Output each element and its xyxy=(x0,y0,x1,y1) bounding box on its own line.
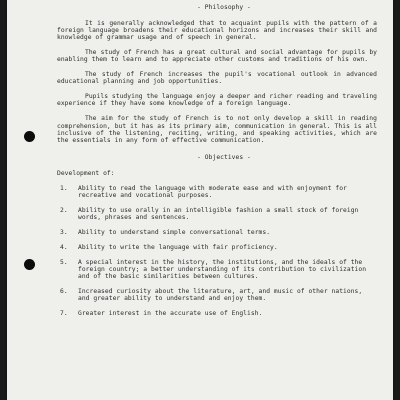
punch-hole xyxy=(24,259,35,270)
philosophy-paragraph: The study of French has a great cultural and social advantage for pupils by enabling them to learn and to appreciate other customs and traditions of his own. xyxy=(57,49,377,64)
objective-number: 1. xyxy=(60,184,68,192)
philosophy-heading: - Philosophy - xyxy=(197,4,251,11)
philosophy-paragraph: It is generally acknowledged that to acquaint pupils with the pattern of a foreign language broadens their educational horizons and increases their skill and knowledge of grammar usage and of speech in general. xyxy=(57,20,377,42)
objective-item xyxy=(57,229,377,236)
objective-item xyxy=(57,310,377,317)
objective-text: Ability to write the language with fair proficiency. xyxy=(78,243,278,251)
objective-item xyxy=(57,244,377,251)
objective-number: 3. xyxy=(60,228,68,236)
philosophy-paragraph: The study of French increases the pupil's vocational outlook in advanced educational planning and job opportunities. xyxy=(57,71,377,86)
objective-text: Ability to understand simple conversational terms. xyxy=(78,228,271,236)
document-page xyxy=(7,0,393,400)
objective-text: Ability to use orally in an intelligible fashion a small stock of foreign words, phrases and sentences. xyxy=(78,206,359,221)
philosophy-paragraph: Pupils studying the language enjoy a deeper and richer reading and traveling experience if they have some knowledge of a foreign language. xyxy=(57,93,377,108)
objective-item xyxy=(57,259,377,280)
objective-number: 7. xyxy=(60,310,68,318)
objective-item xyxy=(57,288,377,302)
objective-text: A special interest in the history, the institutions, and the ideals of the foreign country; a better understanding of its contribution to civilization and of the basic similarities between cultures. xyxy=(78,259,367,281)
objective-item xyxy=(57,185,377,199)
objective-text: Ability to read the language with moderate ease and with enjoyment for recreative and vocational purposes. xyxy=(78,184,347,199)
objective-text: Greater interest in the accurate use of English. xyxy=(78,310,263,318)
objective-number: 6. xyxy=(60,288,68,296)
philosophy-paragraph: The aim for the study of French is to not only develop a skill in reading comprehension, but it has as its primary aim, communication in general. This is all inclusive of the listening, reciting, writing, and speaking activities, which are the essentials in any form of effective communication. xyxy=(57,115,377,144)
development-intro: Development of: xyxy=(57,169,115,177)
objective-number: 2. xyxy=(60,206,68,214)
typed-text xyxy=(57,4,377,325)
objective-number: 4. xyxy=(60,243,68,251)
objective-item xyxy=(57,207,377,221)
objective-text: Increased curiosity about the literature, art, and music of other nations, and greater ability to understand and enjoy them. xyxy=(78,288,363,303)
punch-hole xyxy=(24,131,35,142)
objectives-heading: - Objectives - xyxy=(197,153,251,161)
objective-number: 5. xyxy=(60,259,68,267)
